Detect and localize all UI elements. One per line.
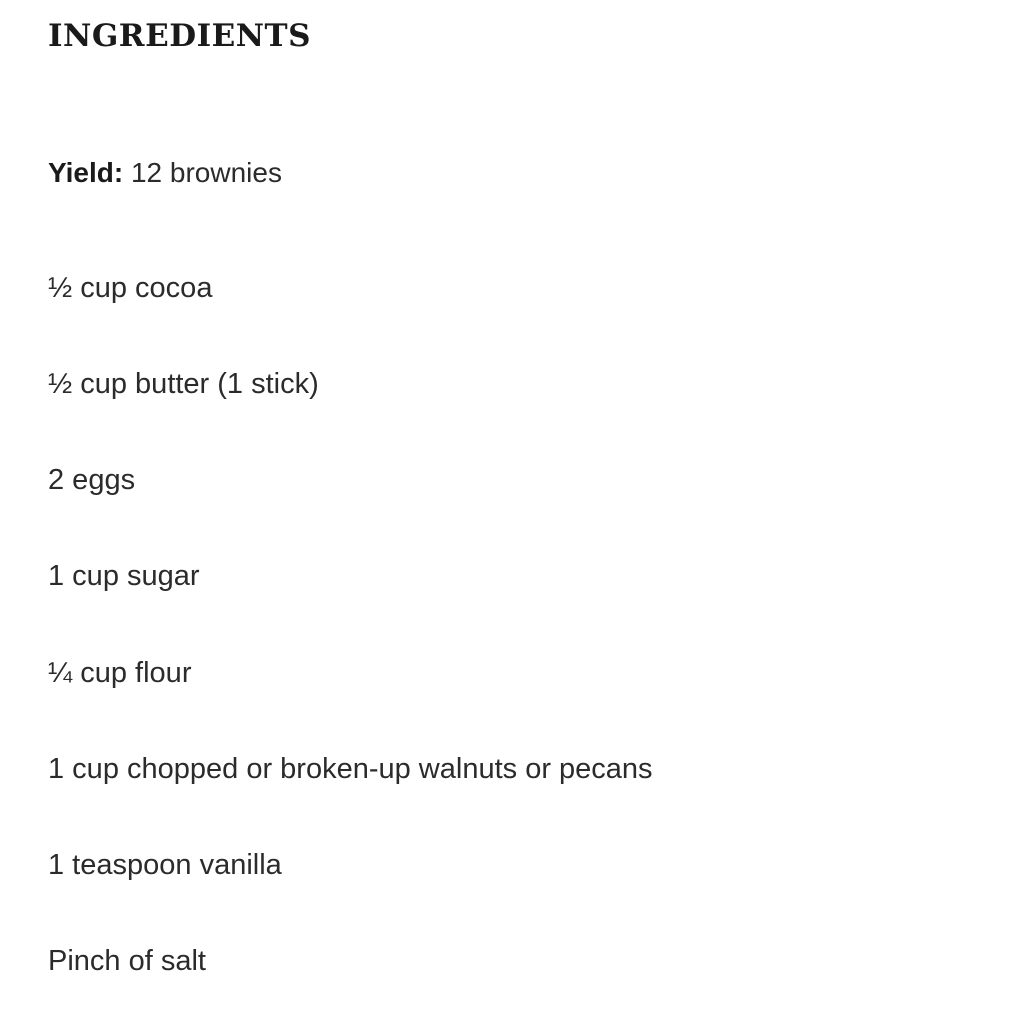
list-item: 1 teaspoon vanilla: [48, 849, 282, 882]
list-item: 1 cup chopped or broken-up walnuts or pecans: [48, 752, 653, 785]
list-item: ¼ cup flour: [48, 656, 192, 689]
yield-value: 12 brownies: [130, 157, 282, 189]
list-item: Pinch of salt: [48, 945, 206, 978]
yield-spacer: [123, 157, 131, 188]
yield-line: [48, 155, 967, 191]
list-item: 2 eggs: [48, 464, 136, 497]
list-item: 1 cup sugar: [48, 560, 200, 593]
page-title: INGREDIENTS: [48, 18, 312, 54]
list-item: ½ cup butter (1 stick): [48, 367, 319, 400]
list-item: ½ cup cocoa: [48, 271, 213, 304]
ingredients-list: [48, 270, 967, 980]
yield-label: Yield:: [48, 157, 124, 189]
